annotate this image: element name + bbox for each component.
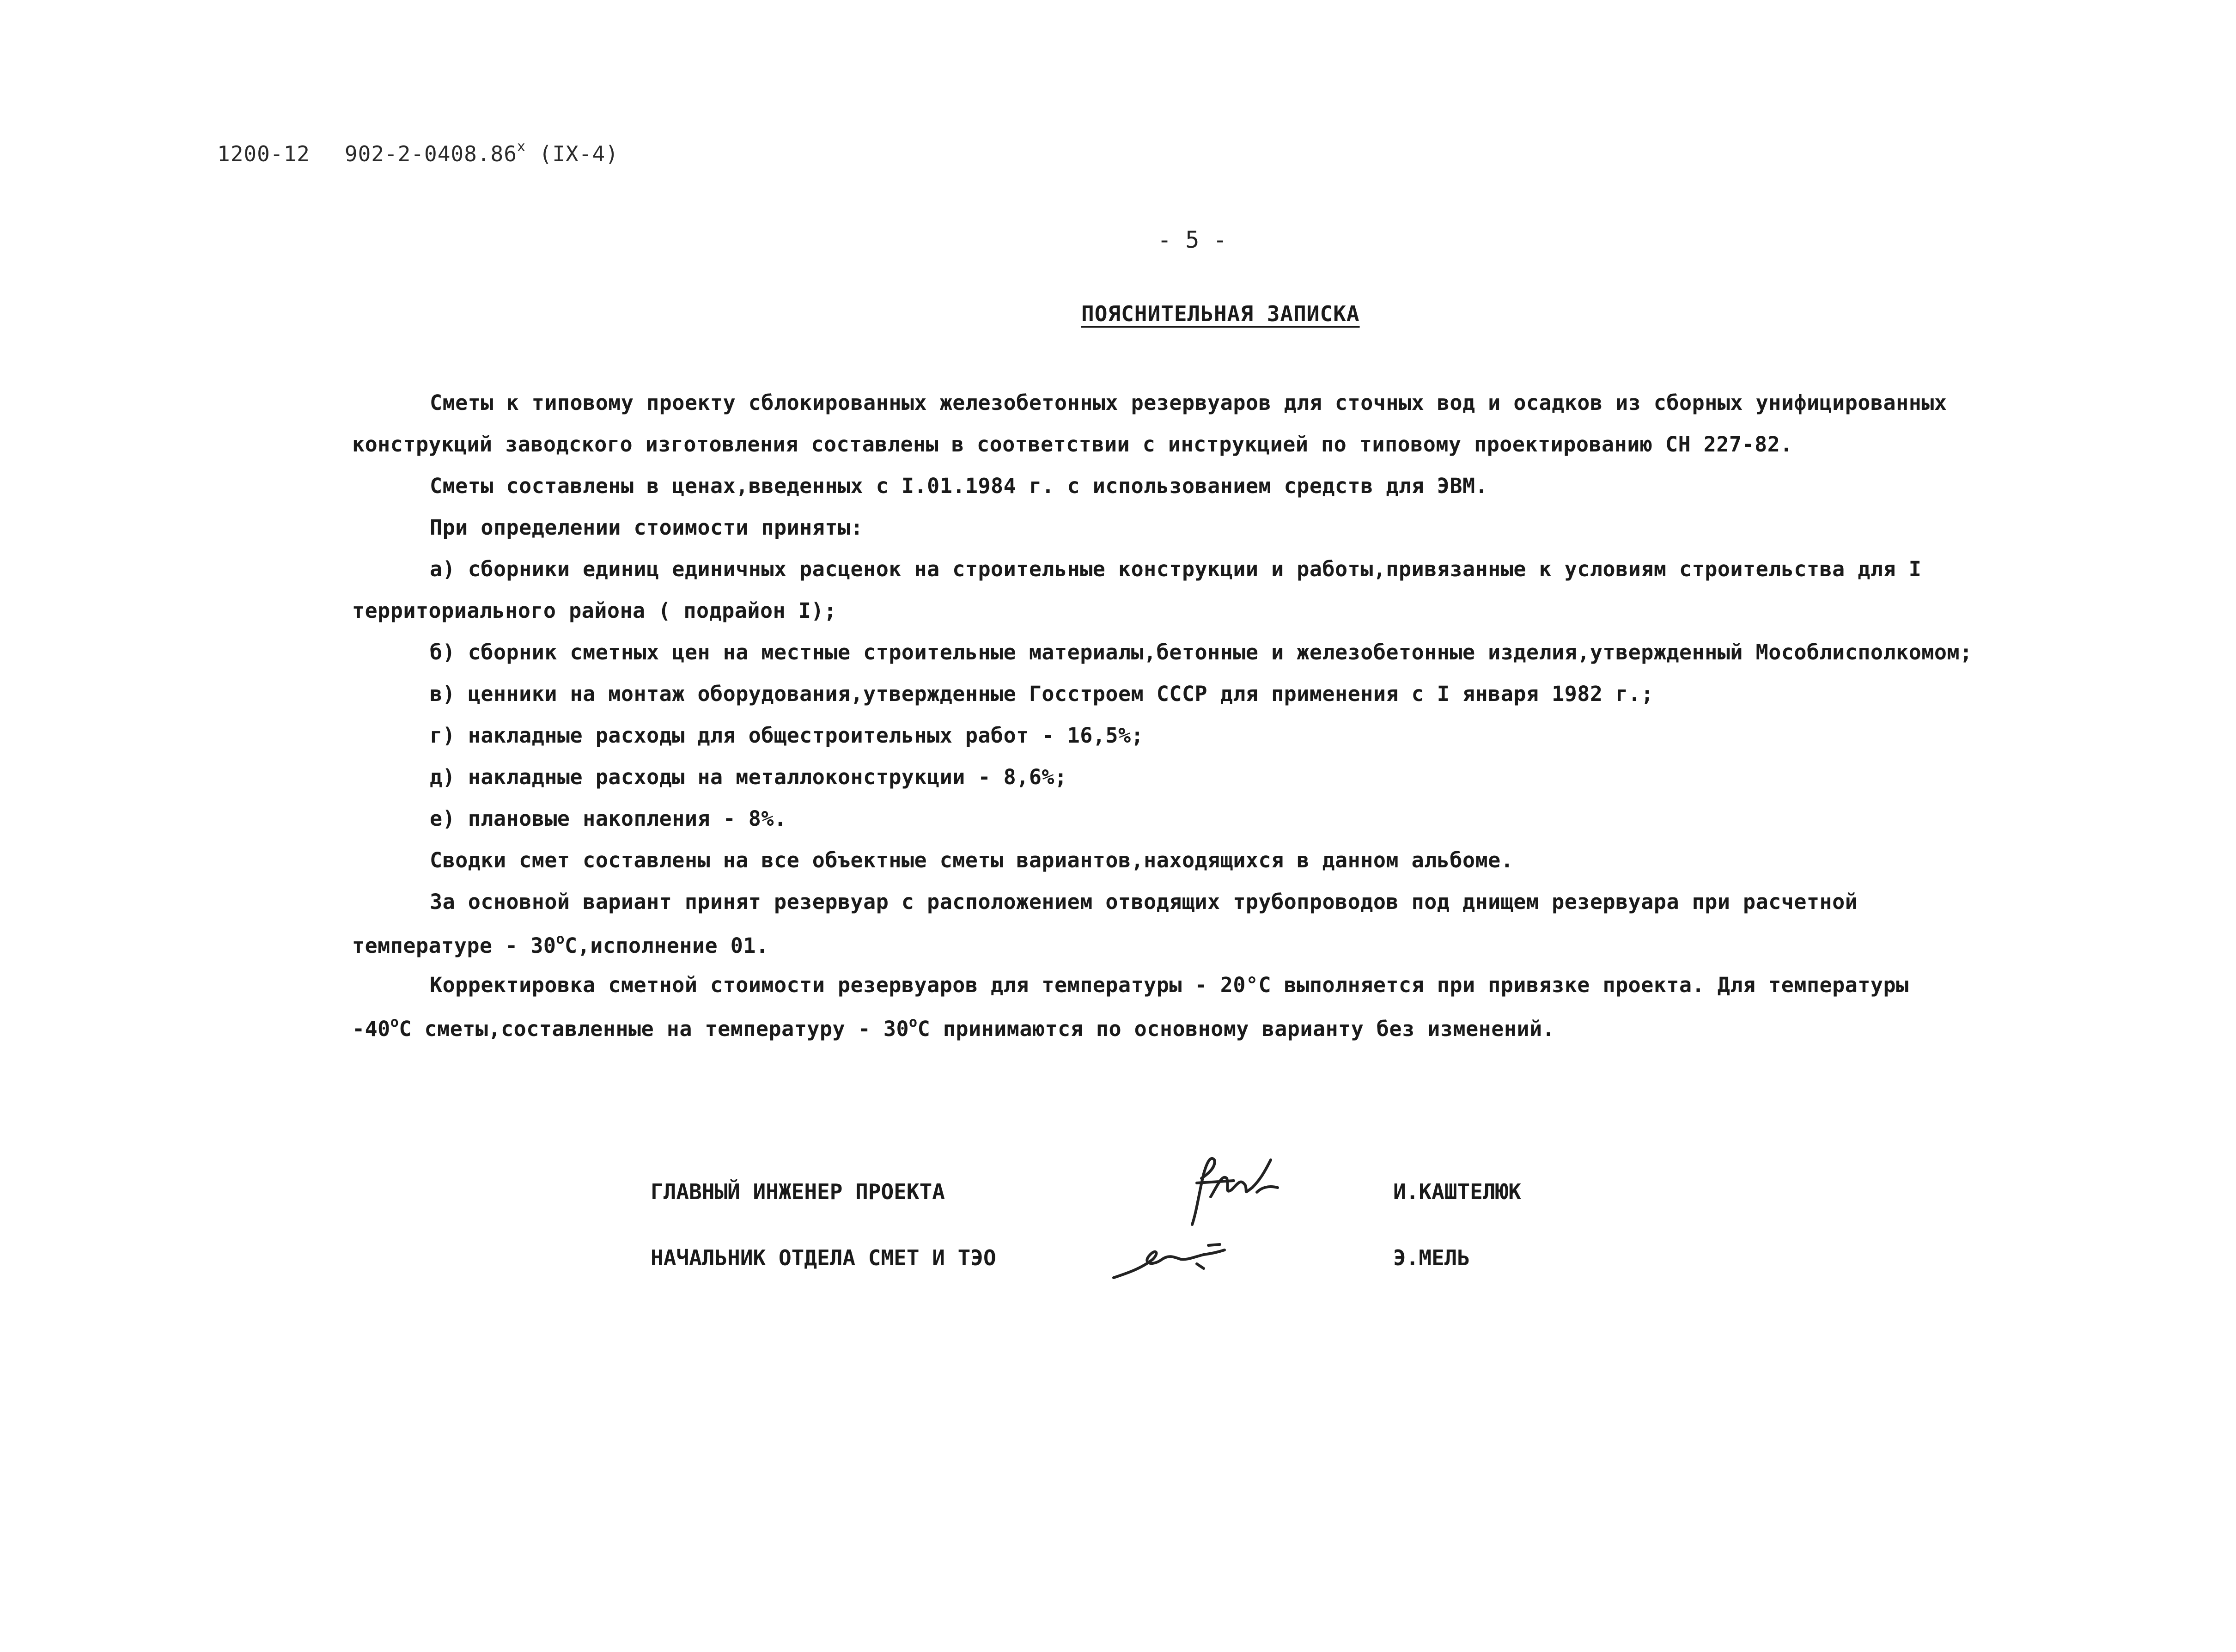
project-suffix: (IX-4): [539, 141, 619, 166]
sheet-code: 1200-12: [217, 141, 310, 166]
paragraph-line: При определении стоимости приняты:: [430, 515, 864, 540]
paragraph-line: За основной вариант принят резервуар с расположением отводящих трубопроводов под днищем резервуара при расчетной: [430, 890, 1858, 914]
chief-engineer-title: ГЛАВНЫЙ ИНЖЕНЕР ПРОЕКТА: [651, 1179, 945, 1204]
list-item-e: е) плановые накопления - 8%.: [430, 806, 787, 831]
page-number: - 5 -: [1158, 226, 1227, 253]
list-item-g: г) накладные расходы для общестроительных работ - 16,5%;: [430, 723, 1144, 748]
paragraph-line-correction: Корректировка сметной стоимости резервуаров для температуры - 20°С выполняется при привязке проекта. Для температуры: [430, 973, 1909, 997]
signature-chief-engineer: [1164, 1141, 1285, 1234]
estimates-head-title: НАЧАЛЬНИК ОТДЕЛА СМЕТ И ТЭО: [651, 1245, 996, 1270]
paragraph-line: конструкций заводского изготовления составлены в соответствии с инструкцией по типовому проектированию СН 227-82.: [352, 432, 1793, 457]
paragraph-line-temperature-2: $-40^оС$ сметы,составленные на температуру - $30^оС$ принимаются по основному варианту без изменений.: [352, 1014, 1555, 1041]
paragraph-line: Сметы к типовому проекту сблокированных железобетонных резервуаров для сточных вод и осадков из сборных унифицированных: [430, 390, 1947, 415]
list-item-a-cont: территориального района ( подрайон I);: [352, 598, 837, 623]
list-item-d: д) накладные расходы на металлоконструкции - 8,6%;: [430, 765, 1067, 789]
list-item-v: в) ценники на монтаж оборудования,утвержденные Госстроем СССР для применения с I января 1982 г.;: [430, 682, 1654, 706]
project-code: 902-2-0408.86: [344, 141, 517, 166]
chief-engineer-name: И.КАШТЕЛЮК: [1393, 1179, 1521, 1204]
project-mark: x: [517, 139, 526, 155]
list-item-a: а) сборники единиц единичных расценок на строительные конструкции и работы,привязанные к условиям строительства для I: [430, 557, 1922, 581]
signature-estimates-head: [1109, 1231, 1229, 1282]
list-item-b: б) сборник сметных цен на местные строительные материалы,бетонные и железобетонные изделия,утвержденный Мособлисполкомом;: [430, 640, 1973, 664]
estimates-head-name: Э.МЕЛЬ: [1393, 1245, 1470, 1270]
document-header-code: [217, 139, 619, 166]
document-title: ПОЯСНИТЕЛЬНАЯ ЗАПИСКА: [1081, 301, 1360, 326]
paragraph-line: Сводки смет составлены на все объектные сметы вариантов,находящихся в данном альбоме.: [430, 848, 1514, 872]
paragraph-line: Сметы составлены в ценах,введенных с I.01.1984 г. с использованием средств для ЭВМ.: [430, 474, 1488, 498]
paragraph-line-temperature: температуре - $30^оС,исполнение$ 01.: [352, 931, 769, 958]
